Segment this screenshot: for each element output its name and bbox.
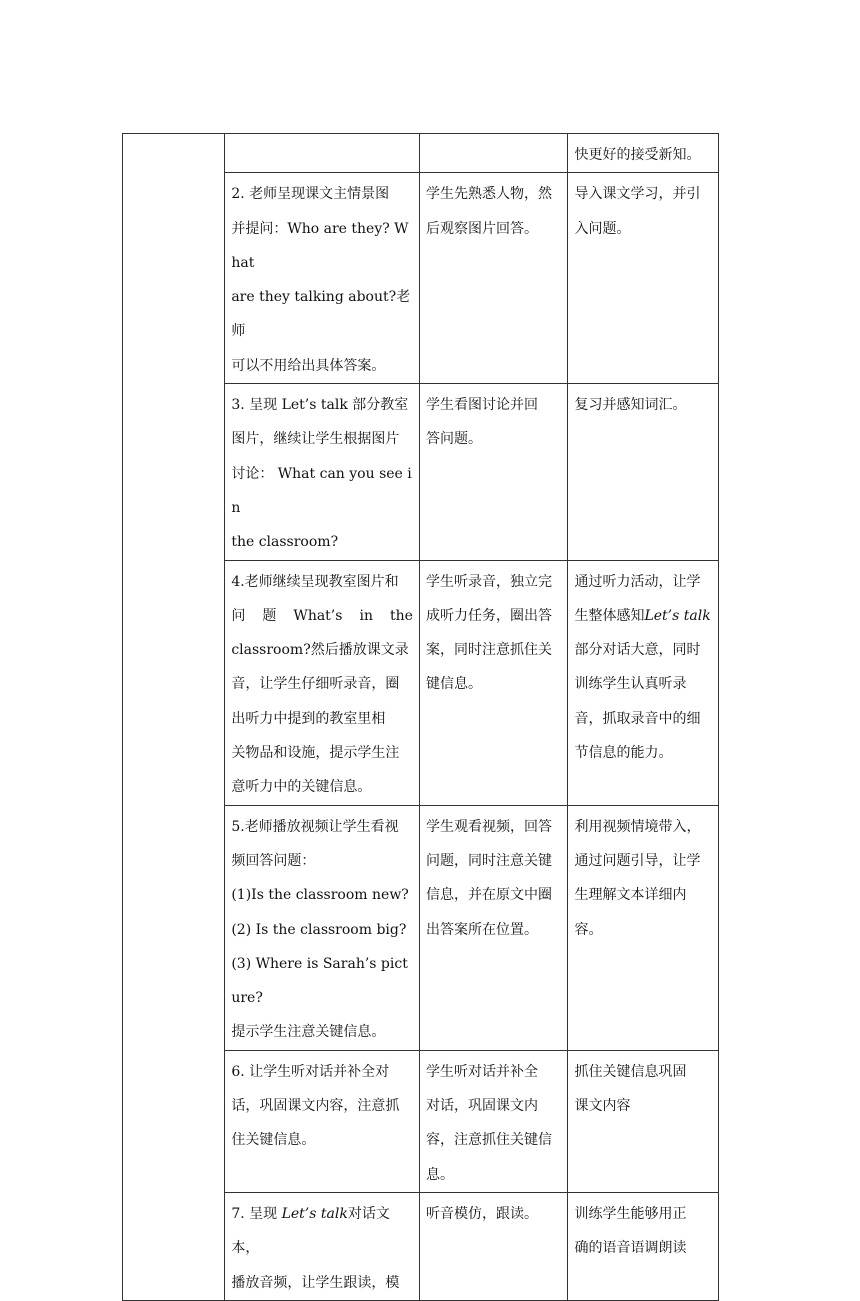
cell-text-fragment: 对话文本， <box>231 1205 390 1257</box>
cell-text-line: 话，巩固课文内容，注意抓 <box>231 1098 400 1115</box>
cell-text-line: 学生观看视频，回答 <box>425 818 552 835</box>
cell-text-line: 信息，并在原文中圈 <box>425 887 552 904</box>
cell-text-line: 课文内容 <box>574 1098 631 1115</box>
cell-text-line: 训练学生认真听录 <box>574 676 687 693</box>
cell-text-line: 5.老师播放视频让学生看视 <box>231 818 399 835</box>
cell-text-line: 对话，巩固课文内 <box>425 1098 538 1115</box>
cell-text-line: 频回答问题： <box>231 852 316 869</box>
cell-text-line: classroom?然后播放课文录 <box>231 642 409 659</box>
teacher-activity-cell <box>225 1050 420 1192</box>
cell-text-line: 听音模仿，跟读。 <box>425 1205 538 1222</box>
design-purpose-cell <box>568 1050 719 1192</box>
cell-text-line: 学生听对话并补全 <box>425 1063 538 1080</box>
design-purpose-cell <box>568 173 719 384</box>
cell-text-line: 部分对话大意，同时 <box>574 642 701 659</box>
teacher-activity-cell <box>225 173 420 384</box>
student-activity-cell <box>419 384 567 560</box>
italic-title: Let’s talk <box>281 1205 348 1222</box>
teacher-activity-cell <box>225 384 420 560</box>
cell-text-line <box>574 599 712 633</box>
cell-text-line: 息。 <box>425 1166 454 1183</box>
cell-text-line: 通过听力活动，让学 <box>574 573 701 590</box>
cell-text-line: 答问题。 <box>425 431 482 448</box>
student-activity-cell <box>419 805 567 1050</box>
cell-text-line: 出听力中提到的教室里相 <box>231 710 386 727</box>
cell-text-line: (3) Where is Sarah’s picture? <box>231 955 408 1007</box>
teacher-activity-cell <box>225 805 420 1050</box>
cell-text-line: 节信息的能力。 <box>574 745 673 762</box>
cell-text-line: 可以不用给出具体答案。 <box>231 357 386 374</box>
cell-text-line: 讨论： What can you see in <box>231 465 412 516</box>
cell-text-line: 键信息。 <box>425 676 482 693</box>
cell-text-line <box>231 1197 413 1266</box>
cell-text-line: 并提问：Who are they? What <box>231 220 409 271</box>
cell-text-line: 导入课文学习，并引 <box>574 186 701 203</box>
cell-text-line: 4.老师继续呈现教室图片和 <box>231 573 399 590</box>
design-purpose-cell <box>568 805 719 1050</box>
cell-text-line: 2. 老师呈现课文主情景图 <box>231 186 390 203</box>
cell-text-line: 成听力任务，圈出答 <box>425 607 552 624</box>
student-activity-cell <box>419 173 567 384</box>
cell-text-line: 容。 <box>574 921 603 938</box>
teacher-activity-cell <box>225 560 420 805</box>
student-activity-cell <box>419 1192 567 1300</box>
design-purpose-cell <box>568 384 719 560</box>
cell-text-line: 容，注意抓住关键信 <box>425 1132 552 1149</box>
cell-text-line: 问题，同时注意关键 <box>425 852 552 869</box>
cell-text-line: 快更好的接受新知。 <box>574 147 701 163</box>
cell-text-line: 学生先熟悉人物，然 <box>425 186 552 203</box>
cell-text-line: 学生看图讨论并回 <box>425 397 538 414</box>
cell-text-line: 6. 让学生听对话并补全对 <box>231 1063 390 1080</box>
design-purpose-cell <box>568 560 719 805</box>
stage-column-cell <box>123 134 225 1301</box>
design-purpose-cell <box>568 134 719 173</box>
cell-text-line: 利用视频情境带入， <box>574 818 701 835</box>
cell-text-line: 3. 呈现 Let’s talk 部分教室 <box>231 397 409 414</box>
lesson-plan-table <box>122 133 719 1301</box>
cell-text-line: 生理解文本详细内 <box>574 887 687 904</box>
cell-text-fragment: 7. 呈现 <box>231 1205 282 1222</box>
cell-text-line: 通过问题引导，让学 <box>574 852 701 869</box>
cell-text-line: 案，同时注意抓住关 <box>425 642 552 659</box>
student-activity-cell <box>419 134 567 173</box>
cell-text-line: 出答案所在位置。 <box>425 921 538 938</box>
cell-text-line: 问 题 What’s in the <box>231 607 413 624</box>
cell-text-line: 关物品和设施，提示学生注 <box>231 745 400 762</box>
cell-text-line: 音，让学生仔细听录音，圈 <box>231 676 400 693</box>
cell-text-line: 后观察图片回答。 <box>425 220 538 237</box>
cell-text-line: 入问题。 <box>574 220 631 237</box>
teacher-activity-cell <box>225 1192 420 1300</box>
table-row <box>123 134 719 173</box>
cell-text-line: are they talking about?老师 <box>231 289 411 340</box>
cell-text-line: (2) Is the classroom big? <box>231 921 407 938</box>
cell-text-line: 训练学生能够用正 <box>574 1205 687 1222</box>
cell-text-line: (1)Is the classroom new? <box>231 887 409 904</box>
cell-text-line: 复习并感知词汇。 <box>574 397 687 414</box>
student-activity-cell <box>419 560 567 805</box>
cell-text-line: 意听力中的关键信息。 <box>231 779 372 796</box>
design-purpose-cell <box>568 1192 719 1300</box>
teacher-activity-cell <box>225 134 420 173</box>
cell-text-line: 播放音频，让学生跟读，模 <box>231 1274 400 1291</box>
cell-text-line: 确的语音语调朗读 <box>574 1240 687 1257</box>
cell-text-line: 住关键信息。 <box>231 1132 316 1149</box>
cell-text-line: the classroom? <box>231 534 339 551</box>
cell-text-line: 图片，继续让学生根据图片 <box>231 431 400 448</box>
italic-title: Let’s talk <box>644 607 711 624</box>
cell-text-line: 抓住关键信息巩固 <box>574 1063 687 1080</box>
cell-text-line: 提示学生注意关键信息。 <box>231 1024 386 1041</box>
student-activity-cell <box>419 1050 567 1192</box>
cell-text-line: 音，抓取录音中的细 <box>574 710 701 727</box>
cell-text-line: 学生听录音，独立完 <box>425 573 552 590</box>
cell-text-fragment: 生整体感知 <box>574 607 645 624</box>
